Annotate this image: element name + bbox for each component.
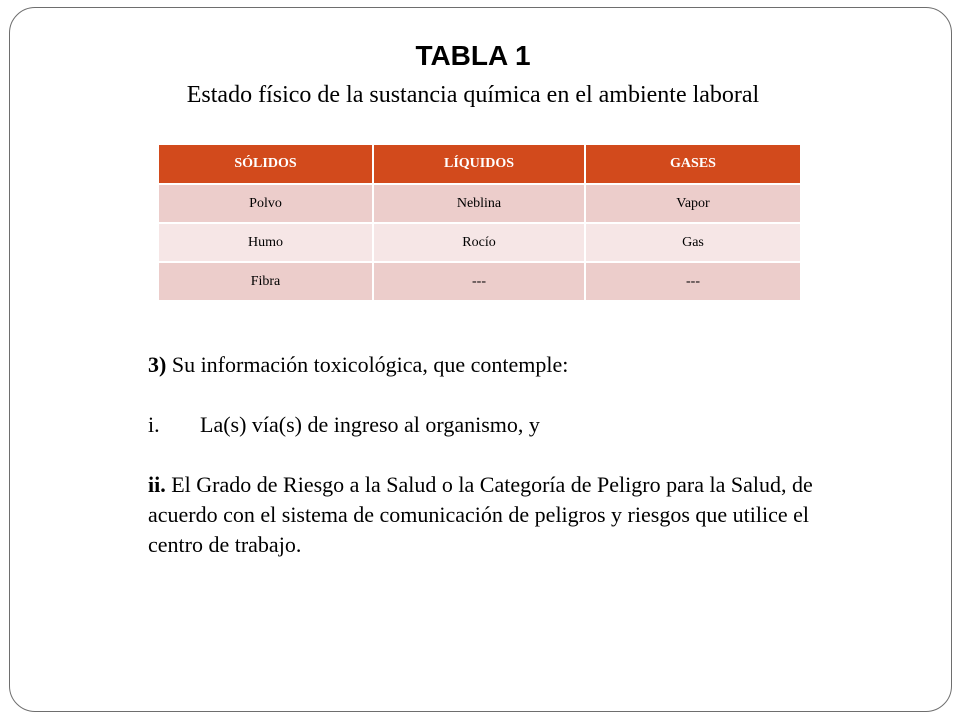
- table-header-row: [159, 145, 800, 184]
- table-cell: Gas: [585, 223, 800, 262]
- header-cell-solids: SÓLIDOS: [159, 145, 373, 184]
- intro-text: Su información toxicológica, que contemple:: [171, 352, 569, 377]
- page-subtitle: Estado físico de la sustancia química en el ambiente laboral: [186, 82, 760, 108]
- list-item-ii: [148, 470, 868, 560]
- table-cell: Fibra: [159, 262, 373, 301]
- item-ii-text: El Grado de Riesgo a la Salud o la Categoría de Peligro para la Salud, de acuerdo con el sistema de comunicación de peligros y riesgos que utilice el centro de trabajo.: [148, 472, 813, 557]
- body-text: [148, 350, 868, 560]
- table-cell: Rocío: [373, 223, 585, 262]
- item-i-text: La(s) vía(s) de ingreso al organismo, y: [200, 412, 540, 437]
- table-cell: Vapor: [585, 184, 800, 223]
- page-title: TABLA 1: [415, 40, 531, 71]
- intro-paragraph: [148, 350, 868, 380]
- item-i-marker: i.: [148, 412, 160, 437]
- table-cell: ---: [373, 262, 585, 301]
- table-cell: Polvo: [159, 184, 373, 223]
- list-item-i: [148, 410, 868, 440]
- table-row: [159, 262, 800, 301]
- table-cell: Neblina: [373, 184, 585, 223]
- table-row: [159, 184, 800, 223]
- table-row: [159, 223, 800, 262]
- table-cell: ---: [585, 262, 800, 301]
- physical-state-table: [159, 145, 800, 302]
- header-cell-gases: GASES: [585, 145, 800, 184]
- item-ii-marker: ii.: [148, 472, 166, 497]
- header-cell-liquids: LÍQUIDOS: [373, 145, 585, 184]
- table-cell: Humo: [159, 223, 373, 262]
- intro-number: 3): [148, 352, 167, 377]
